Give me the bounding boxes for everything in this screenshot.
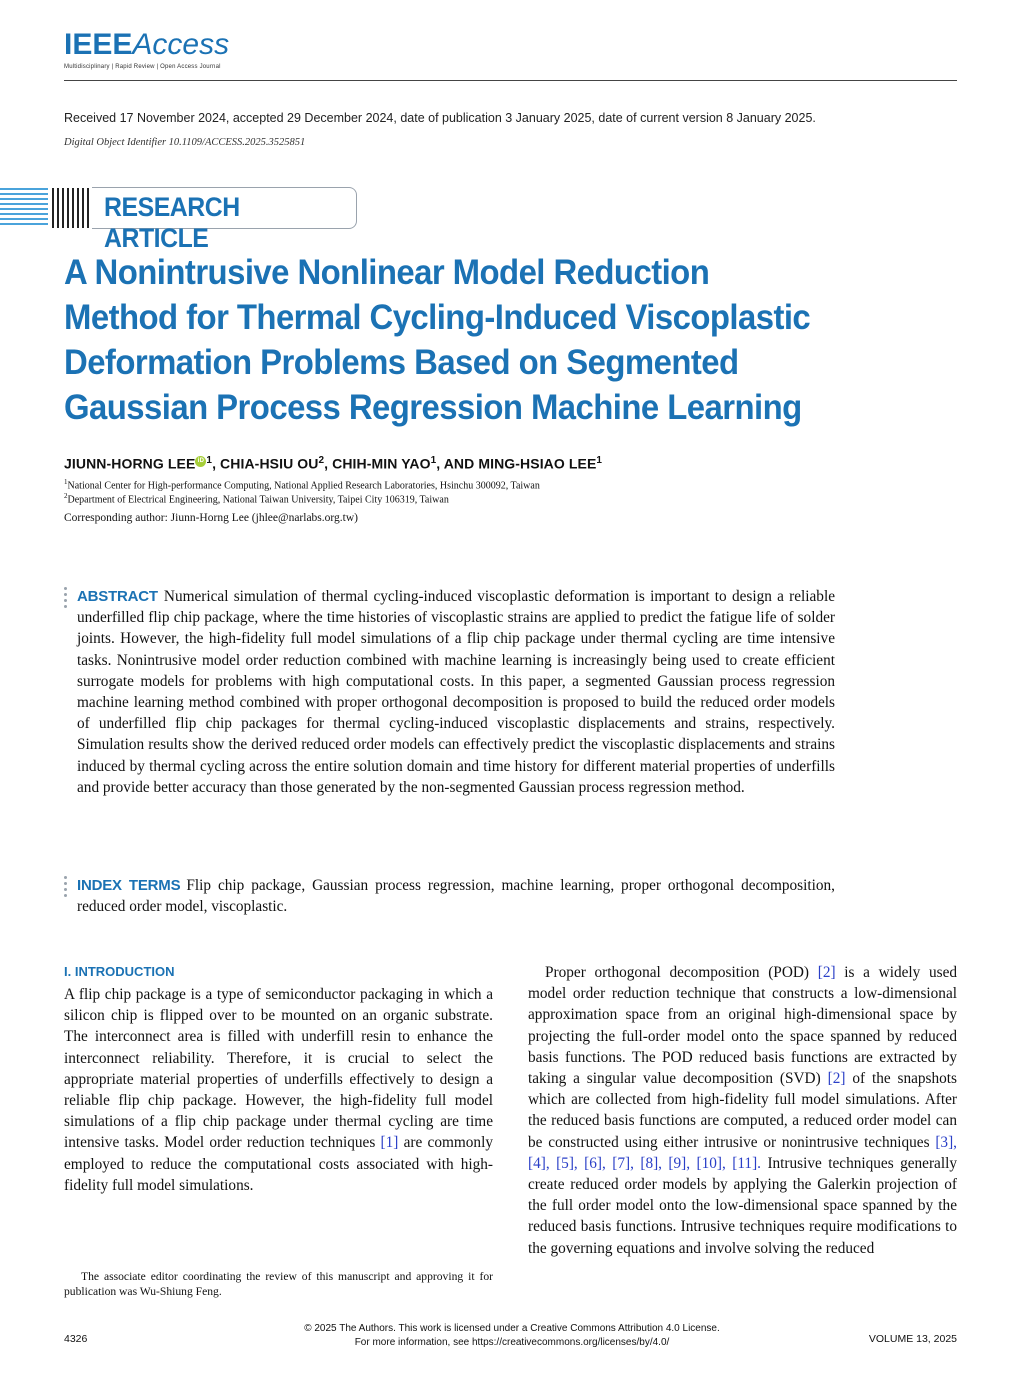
affiliation-number: 2 <box>64 492 68 500</box>
author-name: , CHIH-MIN YAO <box>324 455 431 472</box>
paragraph-text: of the snapshots which are collected from high-fidelity full model simulations. After the reduced basis functions are computed, a reduced order model can be constructed using either intrusive or nonintrusive techniques <box>528 1070 958 1151</box>
column-right <box>528 962 957 1259</box>
banner-stripes-icon <box>0 186 48 230</box>
abstract-dots-icon <box>64 587 68 611</box>
paragraph <box>64 984 493 1196</box>
paragraph-text: Proper orthogonal decomposition (POD) <box>545 964 810 981</box>
author-name: , AND MING-HSIAO LEE <box>436 455 597 472</box>
citation-link[interactable]: [3], [4], [5], [6], [7], [8], [9], [10], [11]. <box>528 1133 957 1172</box>
page-number: 4326 <box>64 1333 88 1345</box>
title-line: Method for Thermal Cycling-Induced Viscoplastic <box>64 298 811 337</box>
abstract-label: ABSTRACT <box>77 588 158 605</box>
affiliation-text: Department of Electrical Engineering, National Taiwan University, Taipei City 106319, Taiwan <box>67 494 449 506</box>
orcid-icon[interactable]: iD <box>195 456 206 467</box>
author-affiliation-mark: 1 <box>596 455 603 466</box>
affiliation-number: 1 <box>64 478 68 486</box>
journal-logo <box>64 30 229 70</box>
footnote <box>64 1270 493 1299</box>
paragraph-text: A flip chip package is a type of semiconductor packaging in which a silicon chip is flipped over to be mounted on an organic substrate. The interconnect area is filled with underfill resin to enhance the interconnect reliability. Therefore, it is crucial to select the appropriate material properties of underfills effectively to design a reliable flip chip package. However, the high-fidelity full model simulations of a flip chip package under thermal cycling are time intensive tasks. Model order reduction techniques <box>64 986 493 1152</box>
author-affiliation-mark: 2 <box>318 455 325 466</box>
author-list <box>64 455 602 472</box>
license-line: © 2025 The Authors. This work is licensed under a Creative Commons Attribution 4.0 License. <box>304 1323 720 1334</box>
received-dates: Received 17 November 2024, accepted 29 December 2024, date of publication 3 January 2025, date of current version 8 January 2025. <box>64 111 816 125</box>
author-name: JIUNN-HORNG LEE <box>64 455 196 472</box>
research-article-banner <box>0 186 358 253</box>
author-name: , CHIA-HSIU OU <box>212 455 319 472</box>
header-divider <box>64 80 957 81</box>
index-terms-dots-icon <box>64 876 68 900</box>
paper-title <box>64 250 884 430</box>
column-left <box>64 984 493 1196</box>
banner-label: RESEARCH ARTICLE <box>104 192 240 253</box>
logo-ieee-text: IEEE <box>64 28 133 61</box>
citation-link[interactable]: [1] <box>380 1134 399 1152</box>
logo-tagline: Multidisciplinary | Rapid Review | Open Access Journal <box>64 64 221 70</box>
title-line: Gaussian Process Regression Machine Learning <box>64 388 802 427</box>
banner-bars-icon <box>50 186 92 230</box>
license-link[interactable]: For more information, see https://creativecommons.org/licenses/by/4.0/ <box>354 1337 670 1348</box>
citation-link[interactable]: [2] <box>817 964 836 981</box>
affiliation <box>64 492 449 505</box>
paragraph-text: Intrusive techniques generally create reduced order models by applying the Galerkin projection of the full order model onto the low-dimensional space spanned by the reduced basis functions. Intrusive techniques require modifications to the governing equations and involve solving the reduced <box>528 1154 957 1257</box>
paragraph-text: are commonly employed to reduce the computational costs associated with high-fidelity full model simulations. <box>64 1134 493 1194</box>
index-terms-text: Flip chip package, Gaussian process regression, machine learning, proper orthogonal decomposition, reduced order model, viscoplastic. <box>77 877 835 916</box>
affiliation-text: National Center for High-performance Computing, National Applied Research Laboratories, Hsinchu 300092, Taiwan <box>67 480 540 492</box>
affiliation <box>64 478 540 491</box>
footnote-text: The associate editor coordinating the review of this manuscript and approving it for publication was Wu-Shiung Feng. <box>64 1270 493 1298</box>
corresponding-author: Corresponding author: Jiunn-Horng Lee (jhlee@narlabs.org.tw) <box>64 512 358 524</box>
index-terms <box>77 875 835 917</box>
section-heading: I. INTRODUCTION <box>64 964 175 979</box>
paragraph <box>528 962 957 1259</box>
abstract <box>77 586 835 798</box>
abstract-text: Numerical simulation of thermal cycling-induced viscoplastic deformation is important to design a reliable underfilled flip chip package, where the time histories of viscoplastic strains are applied to predict the fatigue life of solder joints. However, the high-fidelity full model simulations of a flip chip package under thermal cycling are time intensive tasks. Nonintrusive model order reduction combined with machine learning is increasingly being used to create efficient surrogate models for problems with high computational costs. In this paper, a segmented Gaussian process regression machine learning method combined with proper orthogonal decomposition is proposed to build the reduced order models of underfilled flip chip packages for thermal cycling-induced viscoplastic displacements and strains, respectively. Simulation results show the derived reduced order models can effectively predict the viscoplastic displacements and strains induced by thermal cycling across the entire solution domain and time history for different material properties of underfills and provide better accuracy than those generated by the non-segmented Gaussian process regression method. <box>77 588 835 796</box>
logo-access-text: Access <box>132 28 230 61</box>
author-affiliation-mark: 1 <box>206 455 213 466</box>
title-line: Deformation Problems Based on Segmented <box>64 343 739 382</box>
author-affiliation-mark: 1 <box>430 455 437 466</box>
title-line: A Nonintrusive Nonlinear Model Reduction <box>64 253 710 292</box>
paragraph-text: is a widely used model order reduction technique that constructs a low-dimensional approximation space from an original high-dimensional space by projecting the full-order model onto the space spanned by reduced basis functions. The POD reduced basis functions are extracted by taking a singular value decomposition (SVD) <box>528 964 958 1088</box>
index-terms-label: INDEX TERMS <box>77 877 181 894</box>
citation-link[interactable]: [2] <box>827 1070 846 1088</box>
doi-line: Digital Object Identifier 10.1109/ACCESS.2025.3525851 <box>64 137 306 148</box>
volume-label: VOLUME 13, 2025 <box>868 1333 957 1345</box>
